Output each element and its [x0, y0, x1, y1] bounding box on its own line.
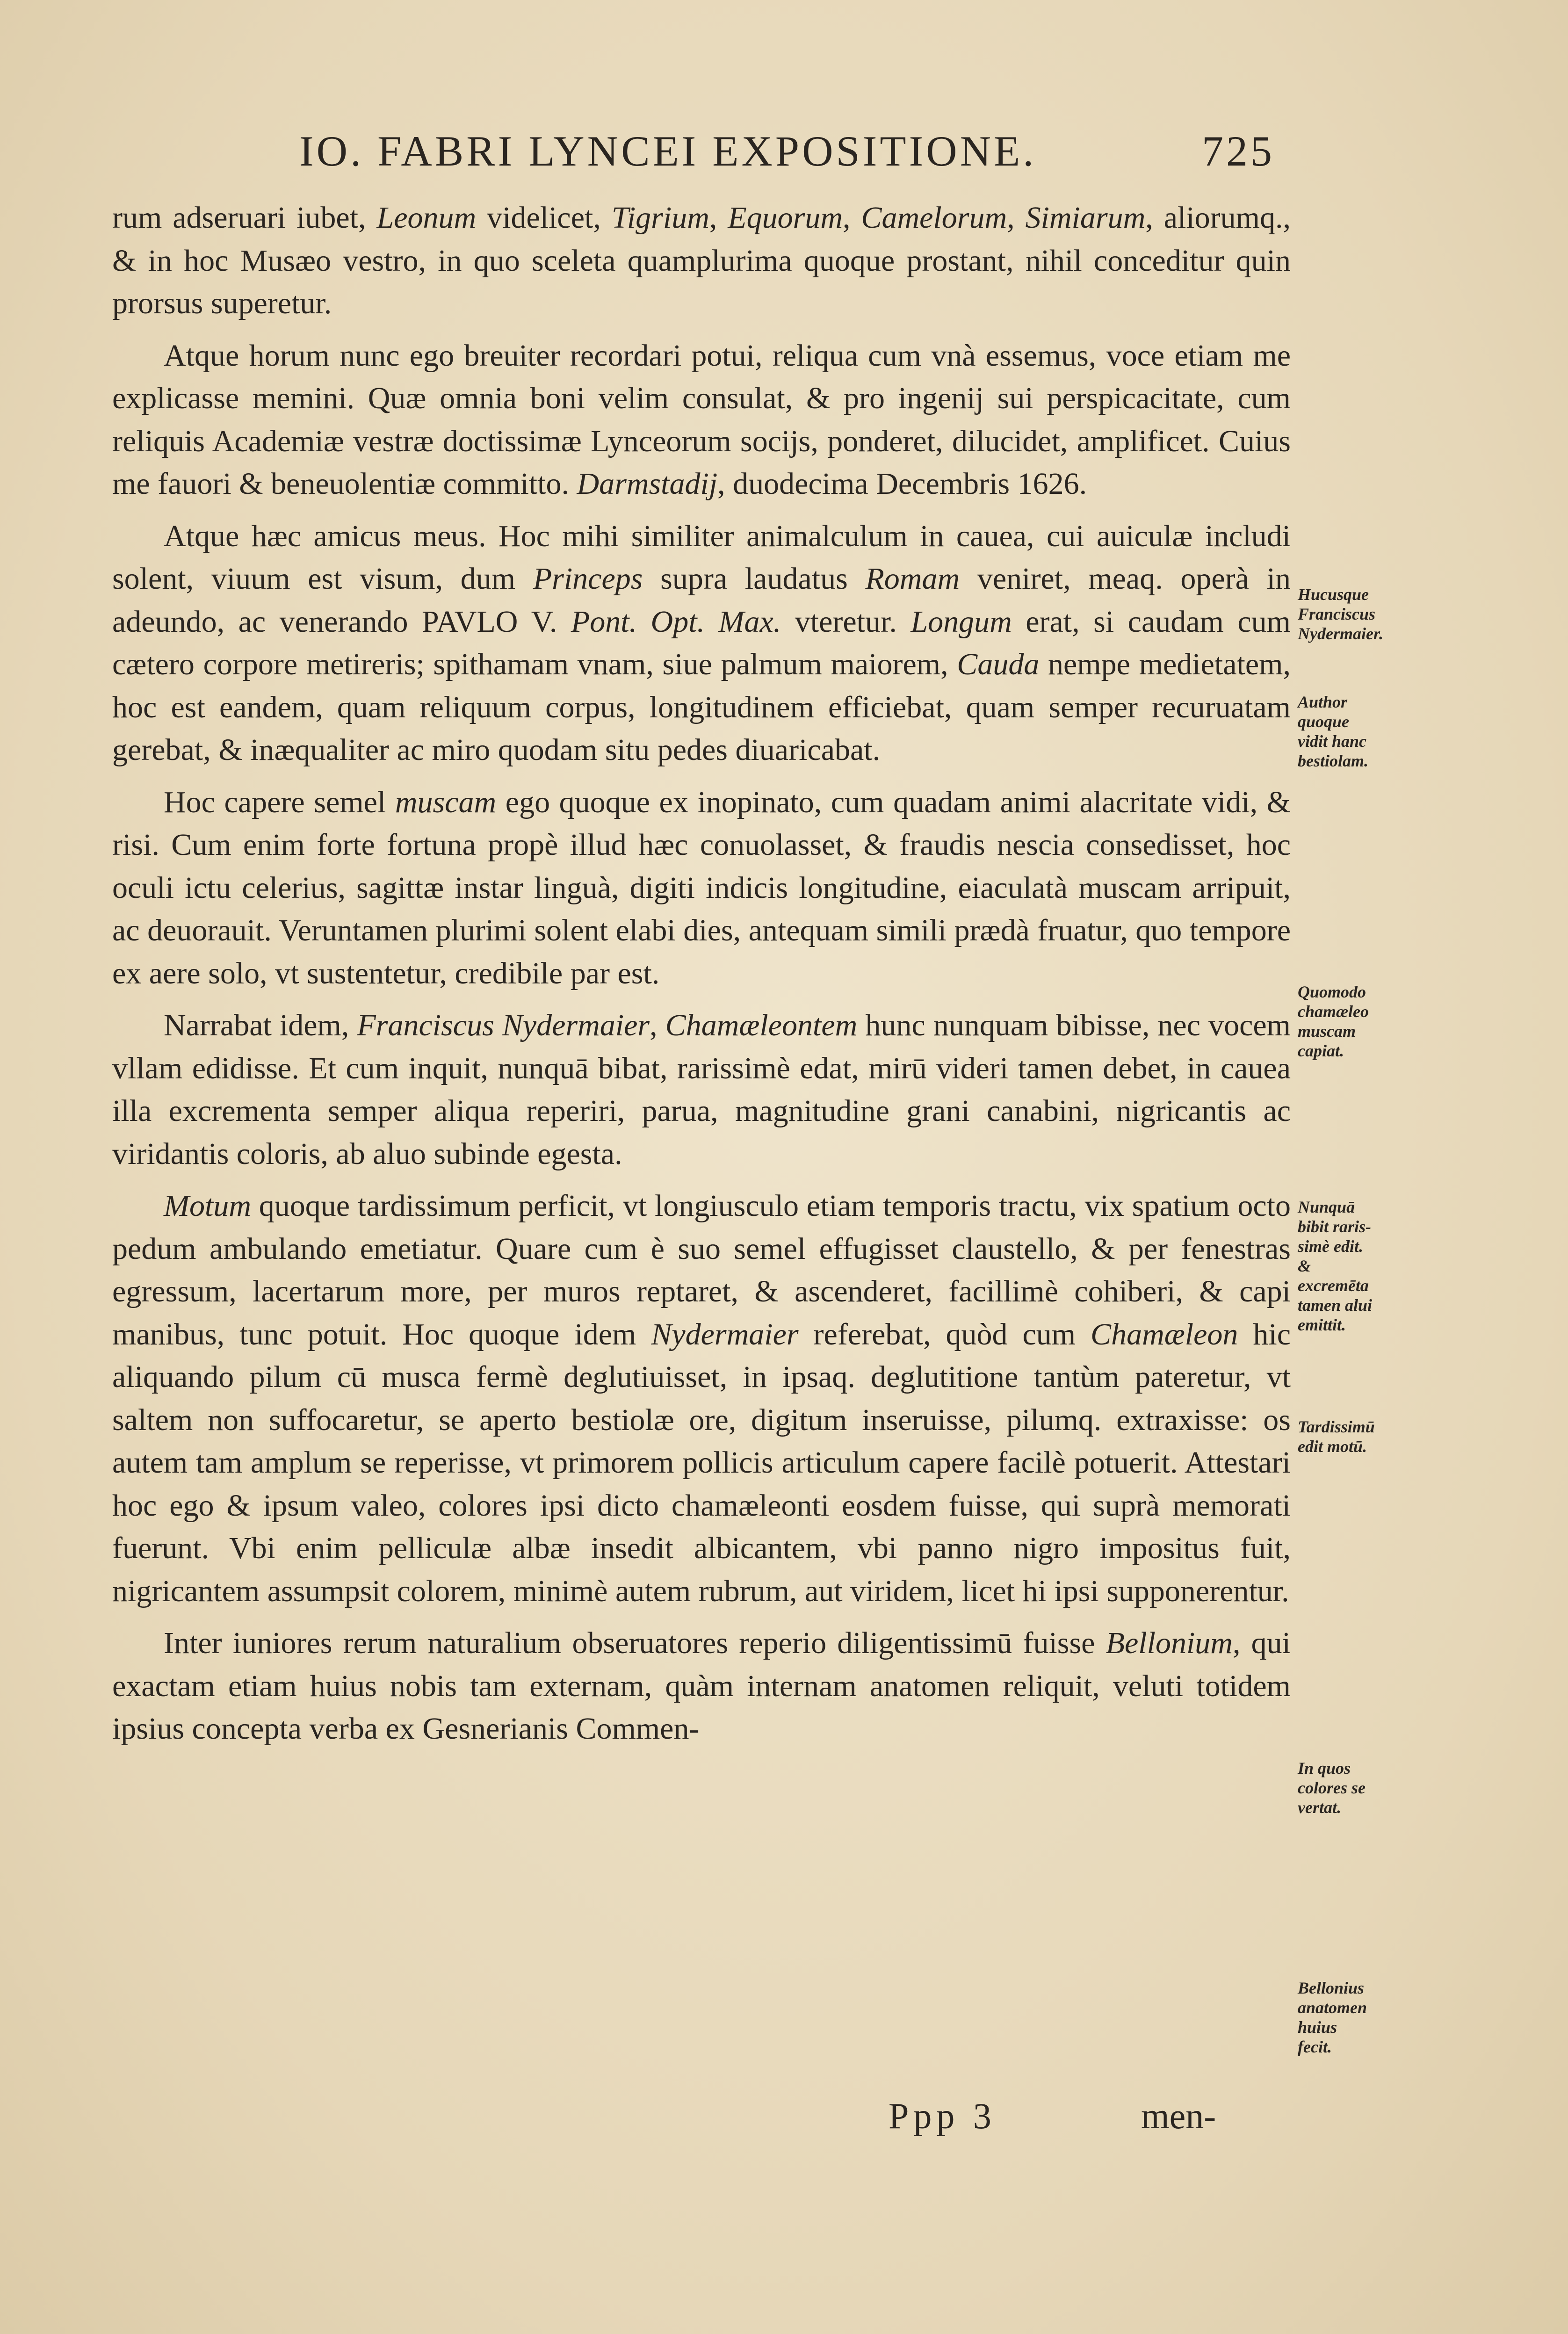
paragraph: [112, 1185, 1291, 1612]
italic-run: Darmstadij: [577, 467, 718, 501]
text-run: supra laudatus: [643, 562, 866, 596]
paragraph: [112, 781, 1291, 995]
text-run: hunc nunquam bibisse, nec vocem vllam edidisse. Et cum inquit, nunquā bibat, rarissimè edat, mirū videri tamen debet, in cauea illa excrementa semper aliqua reperiri, parua, magnitudine grani canabini, nigricantis ac viridantis coloris, ab aluo subinde egesta.: [112, 1008, 1291, 1171]
italic-run: muscam: [395, 785, 497, 819]
italic-run: Equorum: [728, 201, 843, 235]
text-run: , aliorumq., & in hoc Musæo vestro, in quo sceleta quamplurima quoque prostant, nihil conceditur quin prorsus superetur.: [112, 201, 1291, 320]
italic-run: Bellonium: [1106, 1626, 1233, 1660]
paragraph: [112, 515, 1291, 772]
text-run: vteretur.: [781, 604, 911, 639]
text-run: Narrabat idem,: [164, 1008, 357, 1042]
text-run: quoque tardissimum perficit, vt longiusculo etiam temporis tractu, vix spatium octo pedum ambulando emetiatur. Quare cum è suo semel effugisset claustello, & per fenestras egressum, lacertarum more, per muros reptaret, & ascenderet, facillimè cohiberi, & capi manibus, tunc potuit. Hoc quoque idem: [112, 1189, 1291, 1351]
margin-note: Author quoque vidit hanc bestiolam.: [1298, 693, 1368, 770]
margin-note: In quos colores se vertat.: [1298, 1759, 1366, 1817]
italic-run: Chamæleontem: [665, 1008, 858, 1042]
paragraph: [112, 1622, 1291, 1750]
paragraph: [112, 196, 1291, 325]
margin-note: Hucusque Franciscus Nydermaier.: [1298, 585, 1383, 643]
margin-note: Nunquā bibit raris-simè edit. & excremēta tamen alui emittit.: [1298, 1198, 1373, 1334]
italic-run: Longum: [910, 604, 1012, 639]
italic-run: Pont. Opt. Max.: [571, 604, 781, 639]
italic-run: Leonum: [376, 201, 477, 235]
running-header: [299, 126, 1281, 176]
italic-run: Cauda: [957, 647, 1040, 681]
italic-run: Princeps: [533, 562, 643, 596]
text-run: , qui exactam etiam huius nobis tam externam, quàm internam anatomen reliquit, veluti totidem ipsius concepta verba ex Gesnerianis Commen-: [112, 1626, 1291, 1746]
text-run: , duodecima Decembris 1626.: [717, 467, 1087, 501]
main-text: [112, 196, 1291, 1750]
text-run: hic aliquando pilum cū musca fermè deglutiuisset, in ipsaq. deglutitione tantùm pateretur, vt saltem non suffocaretur, se aperto bestiolæ ore, digitum inseruisse, pilumq. extraxisse: os autem tam amplum se reperisse, vt primorem pollicis articulum capere facilè potuerit. Attestari hoc ego & ipsum valeo, colores ipsi dicto chamæleonti eosdem fuisse, qui suprà memorati fuerunt. Vbi enim pelliculæ albæ insedit albicantem, vbi panno nigro impositus fuit, nigricantem assumpsit colorem, minimè autem rubrum, aut viridem, licet hi ipsi supponerentur.: [112, 1317, 1291, 1608]
text-run: ,: [709, 201, 728, 235]
page-number: 725: [1202, 127, 1275, 175]
text-run: videlicet,: [476, 201, 612, 235]
text-run: ,: [1007, 201, 1026, 235]
italic-run: Camelorum: [861, 201, 1007, 235]
text-run: nempe medietatem, hoc est eandem, quam reliquum corpus, longitudinem efficiebat, quam semper recuruatam gerebat, & inæqualiter ac miro quodam situ pedes diuaricabat.: [112, 647, 1291, 767]
paragraph: [112, 334, 1291, 506]
text-run: ego quoque ex inopinato, cum quadam animi alacritate vidi, & risi. Cum enim forte fortuna propè illud hæc conuolasset, & fraudis nescia consedisset, hoc oculi ictu celerius, sagittæ instar linguà, digiti indicis longitudine, eiaculatà muscam arripuit, ac deuorauit. Veruntamen plurimi solent elabi dies, antequam simili prædà fruatur, quo tempore ex aere solo, vt sustentetur, credibile par est.: [112, 785, 1291, 990]
italic-run: Romam: [865, 562, 960, 596]
text-run: Atque horum nunc ego breuiter recordari potui, reliqua cum vnà essemus, voce etiam me explicasse memini. Quæ omnia boni velim consulat, & pro ingenij sui perspicacitate, cum reliquis Academiæ vestræ doctissimæ Lynceorum socijs, ponderet, dilucidet, amplificet. Cuius me fauori & beneuolentiæ committo.: [112, 338, 1291, 501]
margin-note: Quomodo chamæleo muscam capiat.: [1298, 983, 1369, 1060]
margin-note: Tardissimū edit motū.: [1298, 1417, 1375, 1456]
italic-run: Nydermaier: [651, 1317, 799, 1351]
italic-run: Franciscus Nydermaier: [357, 1008, 650, 1042]
italic-run: Chamæleon: [1091, 1317, 1238, 1351]
text-run: veniret, meaq. operà in adeundo, ac venerando PAVLO V.: [112, 562, 1291, 639]
text-run: erat, si caudam cum cætero corpore metireris; spithamam vnam, siue palmum maiorem,: [112, 604, 1291, 681]
catchword: men-: [1141, 2096, 1216, 2136]
signature-mark: Ppp 3: [889, 2096, 996, 2136]
text-run: Inter iuniores rerum naturalium obseruatores reperio diligentissimū fuisse: [164, 1626, 1106, 1660]
italic-run: Motum: [164, 1189, 251, 1223]
running-title: IO. FABRI LYNCEI EXPOSITIONE.: [299, 127, 1037, 175]
text-run: rum adseruari iubet,: [112, 201, 377, 235]
text-run: Atque hæc amicus meus. Hoc mihi similiter animalculum in cauea, cui auiculæ includi solent, viuum est visum, dum: [112, 519, 1291, 596]
text-run: ,: [843, 201, 861, 235]
italic-run: Tigrium: [611, 201, 709, 235]
text-run: referebat, quòd cum: [798, 1317, 1091, 1351]
margin-note: Bellonius anatomen huius fecit.: [1298, 1979, 1367, 2056]
paragraph: [112, 1004, 1291, 1175]
text-run: Hoc capere semel: [164, 785, 395, 819]
text-run: ,: [650, 1008, 665, 1042]
italic-run: Simiarum: [1025, 201, 1146, 235]
